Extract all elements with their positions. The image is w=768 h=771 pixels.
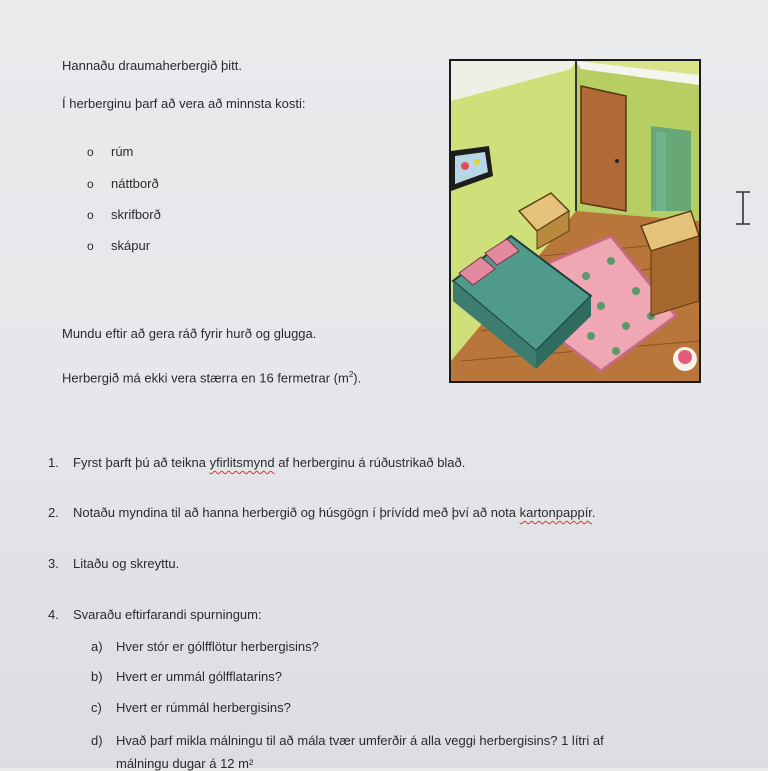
question-letter: c) [91,700,102,715]
task-4-text: Svaraðu eftirfarandi spurningum: [73,607,262,622]
task-2-number: 2. [48,505,59,520]
task-3-number: 3. [48,556,59,571]
spellcheck-word[interactable]: yfirlitsmynd [209,455,275,470]
question-c: Hvert er rúmmál herbergisins? [116,700,291,715]
requirement-text: Í herberginu þarf að vera að minnsta kosti: [62,96,306,111]
task-2-text-end: . [591,505,596,520]
task-1-text: Fyrst þarft þú að teikna [73,455,210,470]
size-limit-text: Herbergið má ekki vera stærra en 16 fermetrar (m [62,370,349,386]
list-bullet: o [87,208,94,222]
question-b: Hvert er ummál gólfflatarins? [116,669,282,684]
page-title: Hannaðu draumaherbergið þitt. [62,58,242,73]
size-limit-note [62,370,361,385]
list-item: skápur [111,238,151,253]
task-3-text: Litaðu og skreyttu. [73,556,180,571]
question-letter: a) [91,639,103,654]
size-limit-end: ). [353,370,362,386]
task-2 [73,505,596,520]
room-model-photo [449,59,701,383]
task-4-number: 4. [48,607,59,622]
task-1 [73,455,465,470]
question-d-continued: málningu dugar á 12 m² [116,756,254,771]
question-letter: d) [91,733,103,748]
task-2-text: Notaðu myndina til að hanna herbergið og húsgögn í þrívídd með því að nota [73,505,520,520]
spellcheck-word[interactable]: kartonpappír [519,505,592,520]
list-item: skrifborð [111,207,161,222]
question-letter: b) [91,669,103,684]
door-icon [581,86,626,211]
task-1-text-end: af herberginu á rúðustrikað blað. [274,455,466,470]
list-bullet: o [87,239,94,253]
question-d: Hvað þarf mikla málningu til að mála tvær umferðir á alla veggi herbergisins? 1 lítri af [116,733,604,748]
list-bullet: o [87,177,94,191]
room-model-illustration [451,61,699,381]
list-item: náttborð [111,176,159,191]
list-item: rúm [111,144,134,159]
question-a: Hver stór er gólfflötur herbergisins? [116,639,319,654]
task-1-number: 1. [48,455,59,470]
door-window-note: Mundu eftir að gera ráð fyrir hurð og glugga. [62,326,317,341]
size-limit-superscript: 2 [348,370,354,379]
list-bullet: o [87,145,94,159]
text-cursor-icon [733,190,753,226]
